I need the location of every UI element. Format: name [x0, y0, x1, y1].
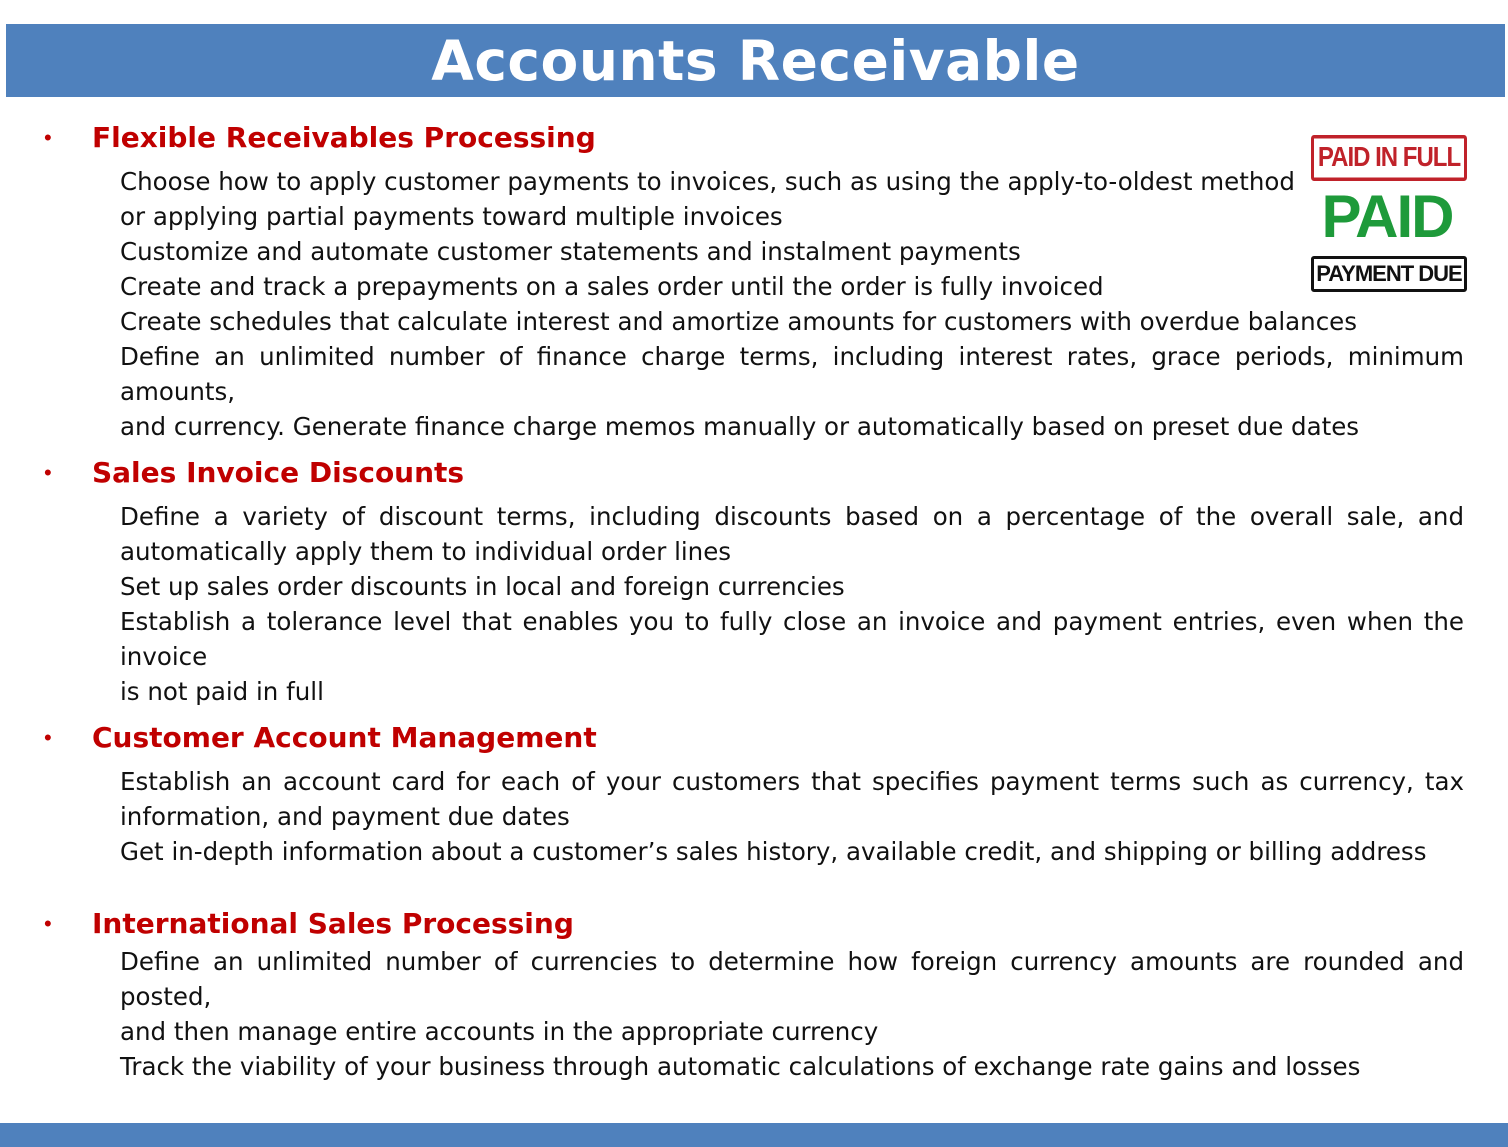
payment-stamps-image	[1311, 138, 1467, 292]
paid-in-full-stamp: PAID IN FULL	[1311, 135, 1467, 181]
section-line: Track the viability of your business through automatic calculations of exchange rate gains and losses	[120, 1052, 1361, 1081]
bullet-icon: •	[44, 725, 52, 750]
section-line: Define a variety of discount terms, including discounts based on a percentage of the overall sale, and	[120, 502, 1464, 531]
section-heading: Customer Account Management	[92, 721, 597, 754]
section-line: Set up sales order discounts in local and foreign currencies	[120, 572, 845, 601]
payment-due-stamp: PAYMENT DUE	[1311, 256, 1467, 292]
section-line: and then manage entire accounts in the appropriate currency	[120, 1017, 879, 1046]
section-heading: International Sales Processing	[92, 907, 574, 940]
section-line: information, and payment due dates	[120, 802, 570, 831]
section-international-sales	[0, 907, 1508, 1081]
section-line: Define an unlimited number of currencies to determine how foreign currency amounts are rounded and posted,	[120, 947, 1464, 1011]
section-line: Customize and automate customer statements and instalment payments	[120, 237, 1021, 266]
section-line: Choose how to apply customer payments to invoices, such as using the apply-to-oldest method	[120, 167, 1295, 196]
section-line: Define an unlimited number of finance charge terms, including interest rates, grace periods, minimum amounts,	[120, 342, 1464, 406]
bullet-icon: •	[44, 911, 52, 936]
section-line: and currency. Generate finance charge memos manually or automatically based on preset due dates	[120, 412, 1360, 441]
section-heading: Flexible Receivables Processing	[92, 121, 596, 154]
paid-stamp: PAID	[1321, 183, 1453, 250]
footer-bar	[0, 1123, 1508, 1147]
page-title: Accounts Receivable	[431, 28, 1080, 93]
bullet-icon: •	[44, 125, 52, 150]
title-bar	[6, 24, 1505, 97]
section-line: Get in-depth information about a customer’s sales history, available credit, and shipping or billing address	[120, 837, 1427, 866]
section-sales-invoice-discounts	[0, 456, 1508, 706]
section-line: or applying partial payments toward multiple invoices	[120, 202, 783, 231]
section-heading: Sales Invoice Discounts	[92, 456, 465, 489]
section-line: Establish a tolerance level that enables you to fully close an invoice and payment entries, even when the invoice	[120, 607, 1464, 671]
section-line: Create and track a prepayments on a sales order until the order is fully invoiced	[120, 272, 1104, 301]
section-customer-account-management	[0, 721, 1508, 866]
section-line: automatically apply them to individual order lines	[120, 537, 732, 566]
section-line: is not paid in full	[120, 677, 324, 706]
section-line: Create schedules that calculate interest and amortize amounts for customers with overdue balances	[120, 307, 1358, 336]
bullet-icon: •	[44, 460, 52, 485]
section-line: Establish an account card for each of your customers that specifies payment terms such as currency, tax	[120, 767, 1464, 796]
